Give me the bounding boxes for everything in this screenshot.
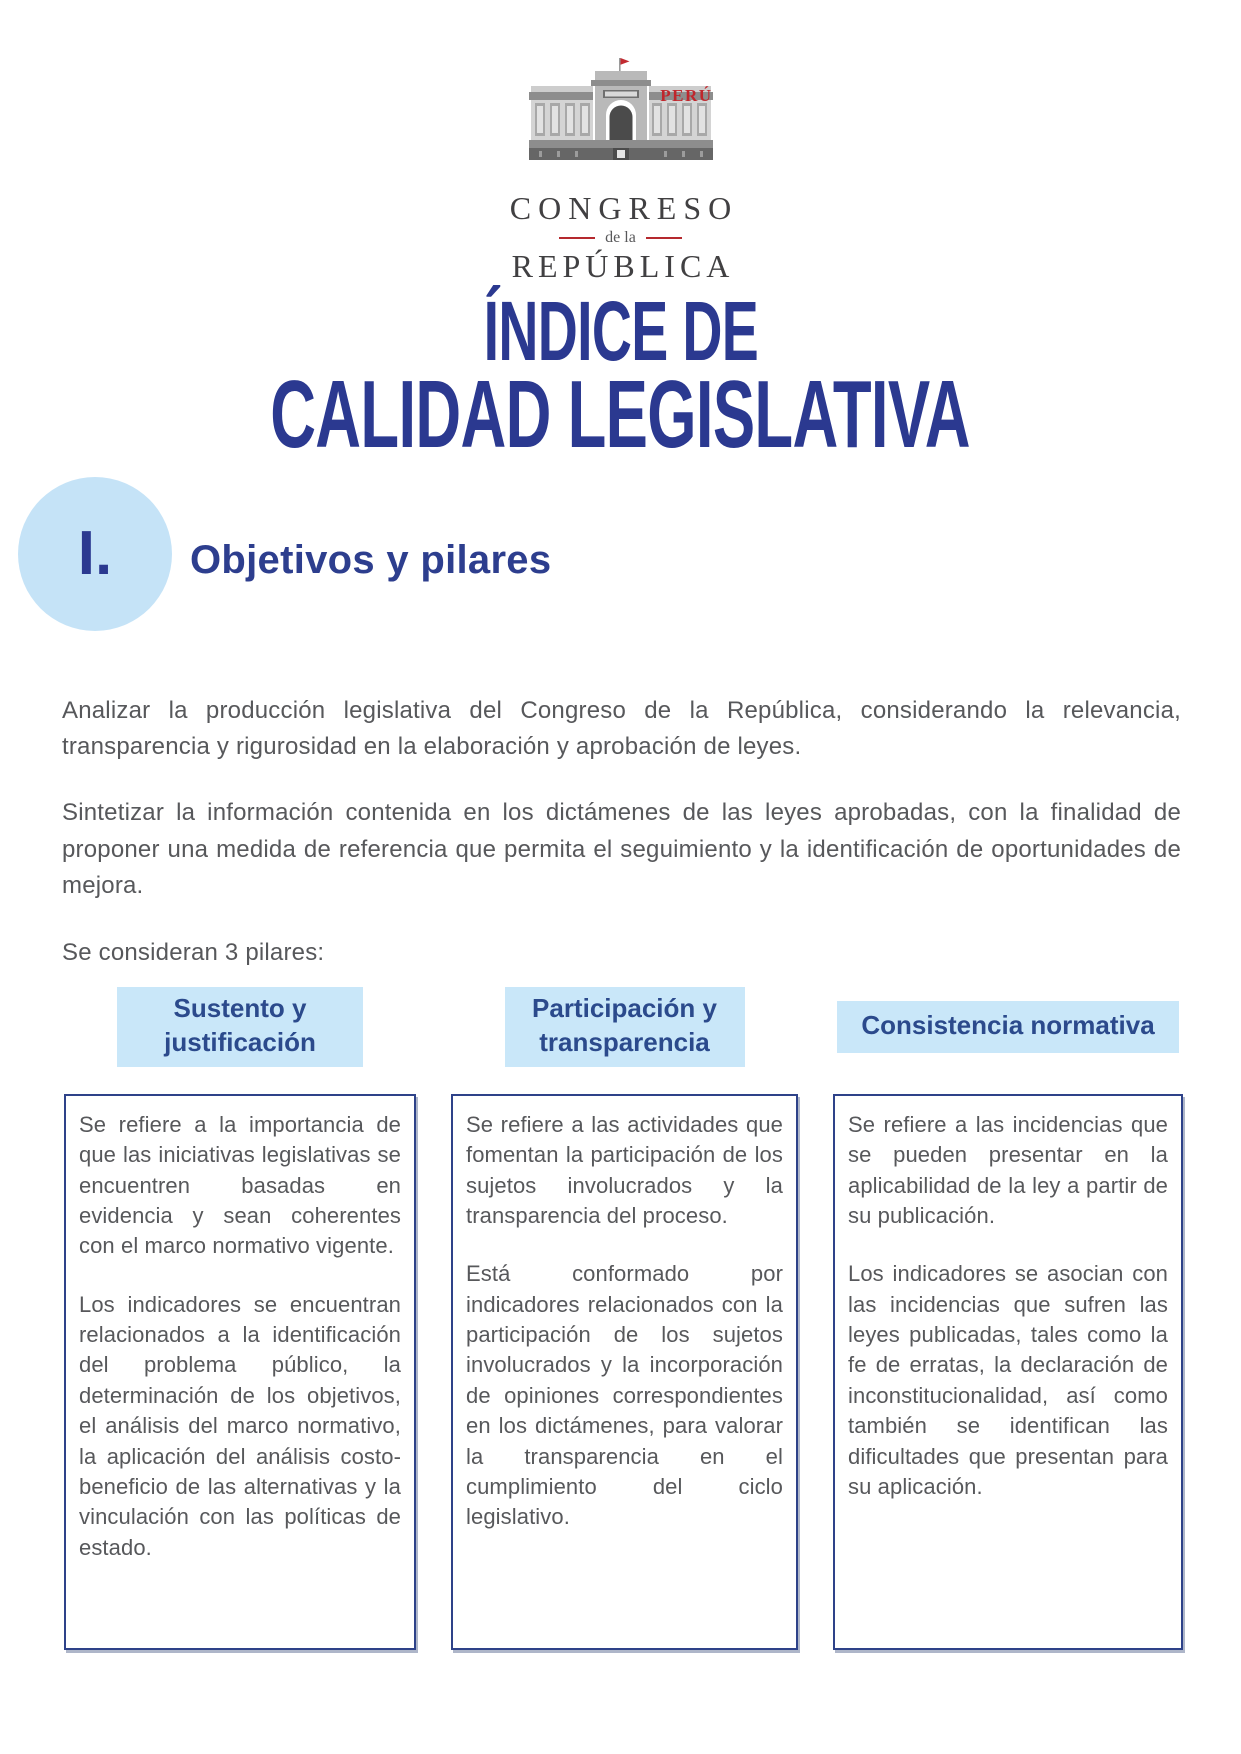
logo-congreso-text: CONGRESO — [509, 190, 739, 226]
logo-de-la-text: de la — [605, 229, 636, 246]
pillar-paragraph: Los indicadores se asocian con las incidencias que sufren las leyes publicadas, tales como la fe de erratas, la declaración de inconstitucionalidad, así como también se identifican las dificultades que presentan para su aplicación. — [848, 1261, 1168, 1499]
pillar-header-consistencia: Consistencia normativa — [837, 1001, 1179, 1053]
pillar-paragraph: Está conformado por indicadores relacionados con la participación de los sujetos involucrados y la incorporación de opiniones correspondientes en los dictámenes, para valorar la transparencia en el cumplimiento del ciclo legislativo. — [466, 1261, 783, 1530]
pillar-headers-row — [64, 987, 1241, 1067]
pillar-header-sustento: Sustento y justificación — [117, 987, 363, 1067]
pillar-paragraph: Se refiere a las actividades que fomentan la participación de los sujetos involucrados y la transparencia del proceso. — [466, 1111, 783, 1228]
document-title — [0, 284, 1241, 469]
logo-country-label: PERÚ — [660, 86, 713, 105]
intro-paragraph-1: Analizar la producción legislativa del Congreso de la República, considerando la relevancia, transparencia y rigurosidad en la elaboración y aprobación de leyes. — [62, 696, 1181, 760]
title-line-1: ÍNDICE DE — [483, 284, 758, 378]
pillar-box-consistencia — [833, 1094, 1183, 1650]
pillar-box-sustento — [64, 1094, 416, 1650]
intro-paragraph-3: Se consideran 3 pilares: — [62, 938, 325, 966]
logo-rule-left — [559, 237, 595, 239]
logo-rule-right — [646, 237, 682, 239]
pillar-box-participacion — [451, 1094, 798, 1650]
logo-de-la-row — [0, 229, 1241, 247]
pillar-paragraph: Se refiere a la importancia de que las iniciativas legislativas se encuentren basadas en evidencia y sean coherentes con el marco normativo vigente. — [79, 1111, 401, 1259]
section-heading: Objetivos y pilares — [190, 537, 552, 582]
pillar-paragraph: Los indicadores se encuentran relacionados a la identificación del problema público, la determinación de los objetivos, el análisis del marco normativo, la aplicación del análisis costo-beneficio de las alternativas y la vinculación con las políticas de estado. — [79, 1291, 401, 1560]
section-number-badge — [18, 477, 172, 631]
title-line-2: CALIDAD LEGISLATIVA — [270, 361, 971, 469]
intro-paragraph-2: Sintetizar la información contenida en los dictámenes de las leyes aprobadas, con la finalidad de proponer una medida de referencia que permita el seguimiento y la identificación de oportunidades de mejora. — [62, 799, 1181, 900]
congress-logo — [0, 0, 1241, 285]
section-numeral: I. — [77, 519, 113, 588]
pillar-header-participacion: Participación y transparencia — [505, 987, 745, 1067]
congress-building-icon — [529, 56, 713, 182]
logo-republica-text: REPÚBLICA — [511, 248, 735, 284]
pillar-boxes-row — [64, 1094, 1241, 1650]
congress-logo-art — [529, 56, 713, 182]
pillar-paragraph: Se refiere a las incidencias que se pueden presentar en la aplicabilidad de la ley a partir de su publicación. — [848, 1111, 1168, 1228]
section-head — [0, 477, 1241, 631]
